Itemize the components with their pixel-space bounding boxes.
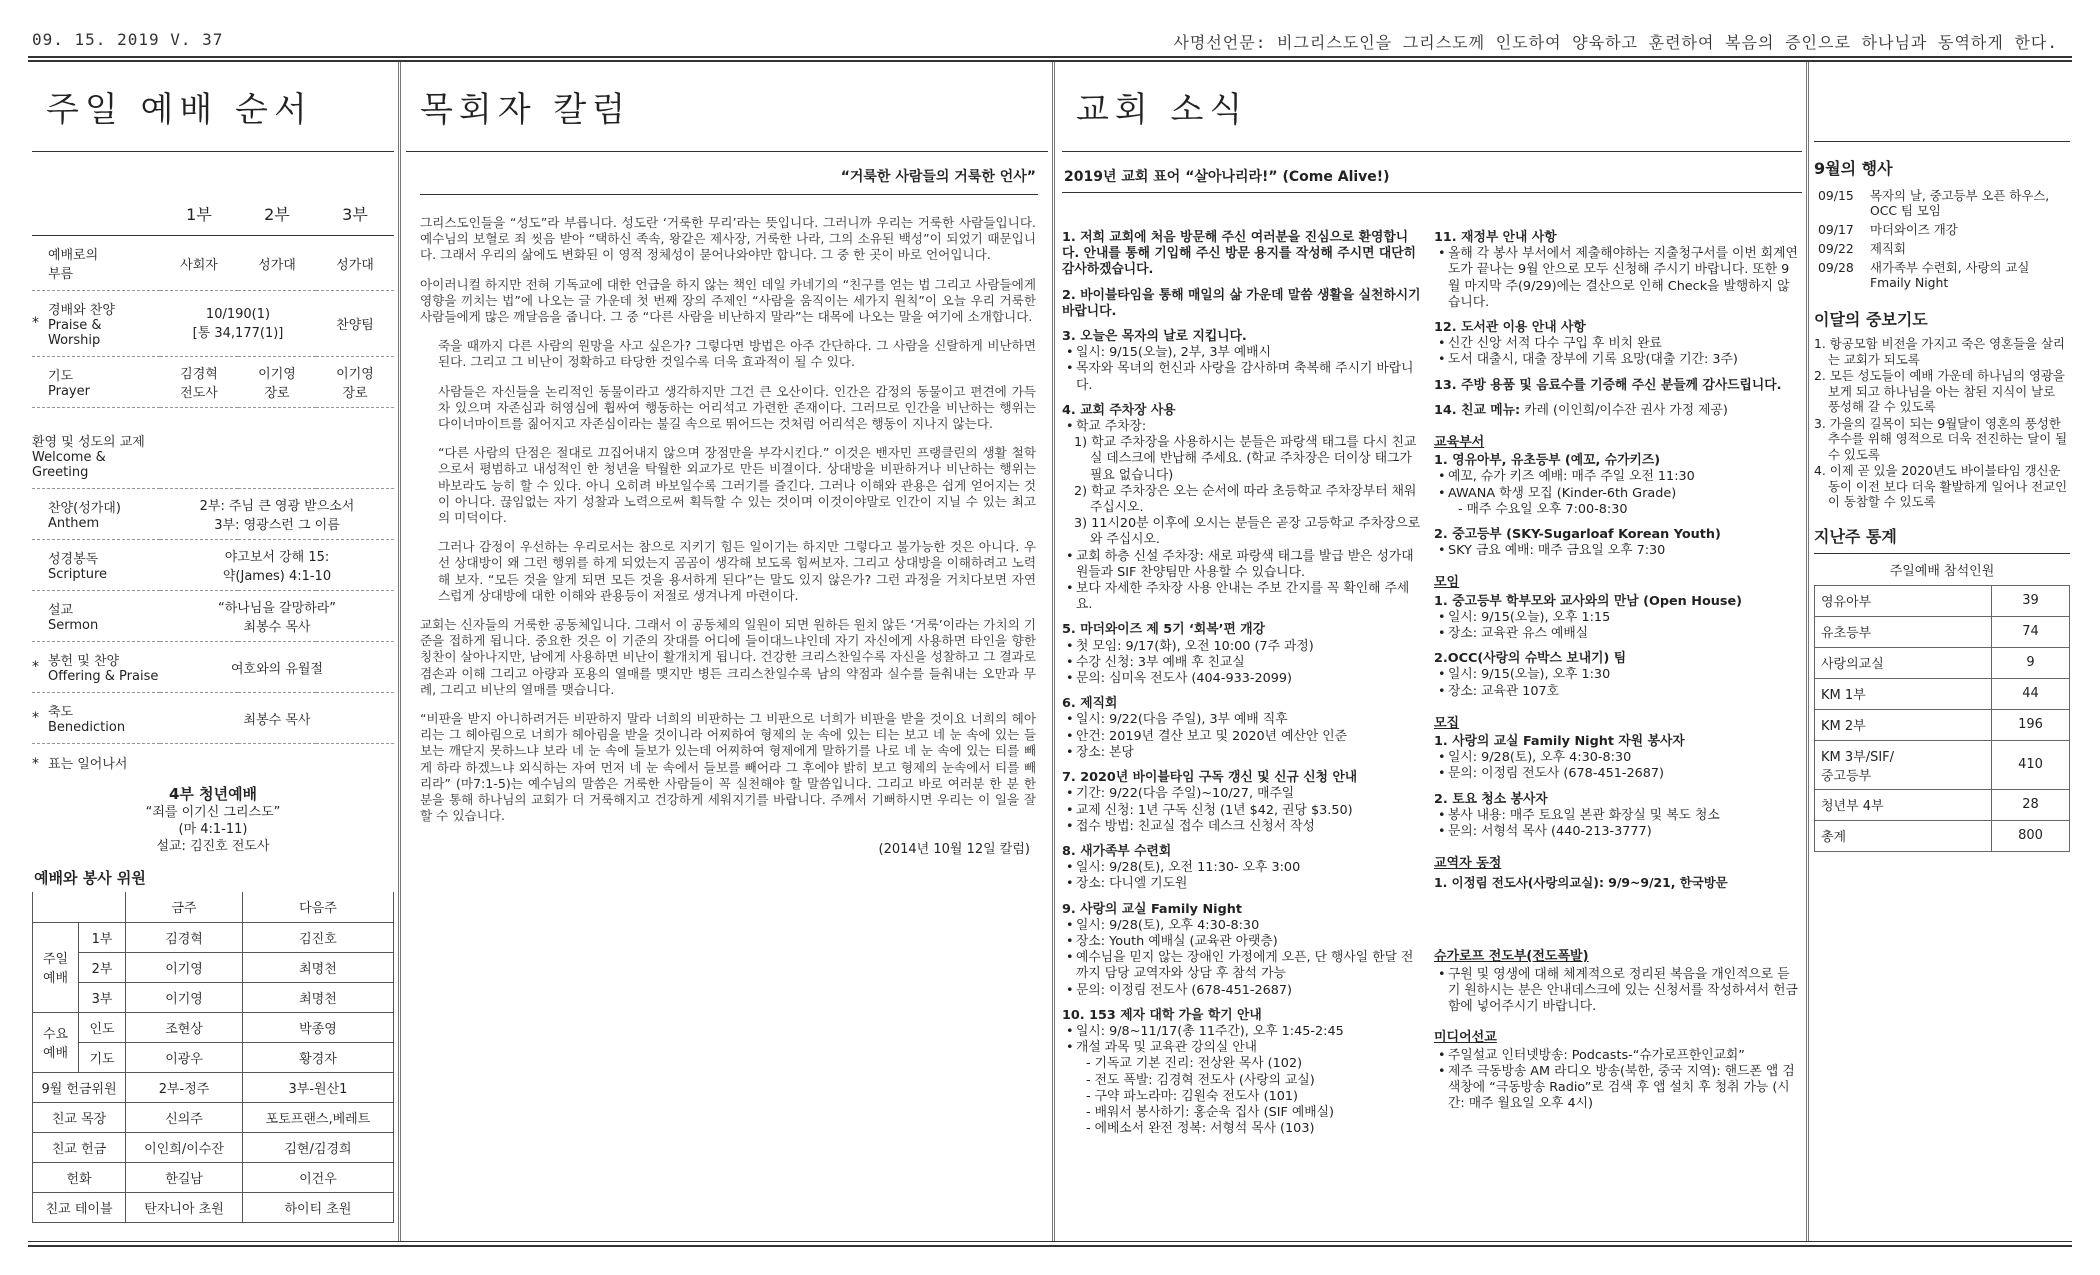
column-paragraph: 교회는 신자들의 거룩한 공동체입니다. 그래서 이 공동체의 일원이 되면 원하든 원치 않든 ‘거룩’이라는 가치의 기준을 접하게 됩니다. 중요한 것은 이 기준의 잣대를 어디에 들이대느냐인데 자기 자신에게 사용하면 타인을 향한 칭찬이 살아나지만, 남에게 사용하면 비난이 활개치게 됩니다. 건강한 크리스찬일수록 자신을 성찰하고 그 결과로 겸손과 이해 그리고 아량과 포용의 열매를 맺지만 병든 크리스찬일수록 남의 약점과 실수를 들춰내는 오만과 무례, 그리고 비난의 열매를 맺습니다. bbox=[420, 617, 1036, 697]
order-item-value: 성가대 bbox=[316, 236, 394, 291]
motto-rule bbox=[1062, 192, 1802, 193]
news-item-title: 4. 교회 주차장 사용 bbox=[1062, 402, 1176, 418]
stats-group: 영유아부 bbox=[1815, 585, 1992, 616]
youth-preacher: 설교: 김진호 전도사 bbox=[156, 839, 270, 854]
order-item-value: 최봉수 목사 bbox=[160, 693, 394, 744]
news-subitem: 2) 학교 주차장은 오는 순서에 따라 초등학교 주차장부터 채워 주십시오. bbox=[1074, 483, 1417, 516]
order-row bbox=[32, 591, 394, 642]
news-item-title: 12. 도서관 이용 안내 사항 bbox=[1434, 320, 1586, 336]
order-header-label bbox=[32, 192, 160, 236]
next-week-name: 최명천 bbox=[242, 952, 393, 982]
service-slot: 기도 bbox=[79, 1042, 126, 1072]
stats-row bbox=[1815, 740, 2070, 789]
this-week-name: 이기영 bbox=[126, 952, 243, 982]
prayer-item: 2. 모든 성도들이 예배 가운데 하나님의 영광을 보게 되고 하나님을 아는 참된 지식이 날로 풍성해 갈 수 있도록 bbox=[1814, 368, 2065, 414]
stats-row bbox=[1815, 789, 2070, 820]
order-item-empty bbox=[160, 408, 394, 489]
news-subitem: 3) 11시20분 이후에 오시는 분들은 곧장 고등학교 주차장으로 와 주십시오. bbox=[1074, 516, 1421, 548]
order-item-label bbox=[32, 357, 160, 408]
news-item-title: 3. 오늘은 목자의 날로 지킵니다. bbox=[1062, 329, 1247, 345]
next-week-name: 이건우 bbox=[242, 1162, 393, 1192]
stats-group: KM 2부 bbox=[1815, 709, 1992, 740]
news-bullet: • 올해 각 봉사 부서에서 제출해야하는 지출청구서를 이번 회계연도가 끝나는 9월 안으로 모두 신청해 주시기 바랍니다. 또한 9월 마지막 주(9/29)에는 결산으로 인해 Check을 발행하지 않습니다. bbox=[1434, 246, 1800, 311]
news-bullet: • 일시: 9/22(다음 주일), 3부 예배 직후 bbox=[1062, 712, 1424, 728]
news-bullet: • 보다 자세한 주차장 사용 안내는 주보 간지를 꼭 확인해 주세요. bbox=[1062, 581, 1424, 613]
next-week-name: 3부-원산1 bbox=[242, 1072, 393, 1102]
stats-count: 9 bbox=[1992, 647, 2070, 678]
order-item-text: 성경봉독 Scripture bbox=[48, 552, 108, 582]
order-item-value: 이기영 장로 bbox=[238, 357, 316, 408]
news-bullet: • 일시: 9/15(오늘), 오후 1:30 bbox=[1434, 667, 1800, 683]
service-slot: 2부 bbox=[79, 952, 126, 982]
service-slot: 1부 bbox=[79, 922, 126, 952]
column-date: (2014년 10월 12일 칼럼) bbox=[878, 841, 1030, 857]
service-group: 수요 예배 bbox=[33, 1012, 79, 1072]
duty-label: 친교 목장 bbox=[33, 1102, 126, 1132]
this-week-name: 김경혁 bbox=[126, 922, 243, 952]
volunteers-row bbox=[33, 922, 394, 952]
event-text: 목자의 날, 중고등부 오픈 하우스, OCC 팀 모임 bbox=[1870, 188, 2050, 218]
column-paragraph: 그리스도인들을 “성도”라 부릅니다. 성도란 ‘거룩한 무리’라는 뜻입니다. 그러니까 우리는 거룩한 사람들입니다. 예수님의 보혈로 죄 씻음 받아 “택하신 족속, 왕같은 제사장, 거룩한 나라, 그의 소유된 백성”이 되었기 때문입니다. 그래서 우리의 삶에도 변화된 이 영적 정체성이 묻어나와야만 합니다. 그 중 한 곳이 바로 언어입니다. bbox=[420, 215, 1036, 263]
order-item-label bbox=[32, 489, 160, 540]
title-rule bbox=[406, 151, 1048, 152]
news-item-title: 2. 중고등부 (SKY-Sugarloaf Korean Youth) bbox=[1434, 527, 1721, 543]
news-item-title: 1. 중고등부 학부모와 교사와의 만남 (Open House) bbox=[1434, 593, 1742, 609]
prayer-title: 이달의 중보기도 bbox=[1814, 310, 1928, 329]
volunteers-title: 예배와 봉사 위원 bbox=[34, 869, 146, 887]
order-item-label bbox=[32, 236, 160, 291]
staff-news: 1. 이정림 전도사(사랑의교실): 9/9~9/21, 한국방문 bbox=[1434, 874, 1728, 890]
news-item-title: 2. 토요 청소 봉사자 bbox=[1434, 791, 1548, 807]
stand-note: * 표는 일어나서 bbox=[32, 756, 128, 772]
news-bullet: • AWANA 학생 모집 (Kinder-6th Grade) bbox=[1434, 486, 1800, 502]
order-item-value: 이기영 장로 bbox=[316, 357, 394, 408]
issue-date: 09. 15. 2019 V. 37 bbox=[32, 30, 224, 49]
news-bullet: • 일시: 9/28(토), 오전 11:30- 오후 3:00 bbox=[1062, 860, 1424, 876]
news-bullet: • 교제 신청: 1년 구독 신청 (1년 $42, 권당 $3.50) bbox=[1062, 803, 1424, 819]
stats-row bbox=[1815, 616, 2070, 647]
this-week-name: 한길남 bbox=[126, 1162, 243, 1192]
order-item-label bbox=[32, 642, 160, 693]
news-dash-item: - 매주 수요일 오후 7:00-8:30 bbox=[1458, 501, 1628, 517]
worship-order-table bbox=[32, 192, 394, 744]
stats-row bbox=[1815, 709, 2070, 740]
news-item bbox=[1434, 378, 1800, 394]
news-item bbox=[1062, 696, 1424, 761]
news-section-title: 모임 bbox=[1434, 575, 1460, 591]
news-item bbox=[1062, 844, 1424, 893]
order-item-text: 봉헌 및 찬양 Offering & Praise bbox=[48, 654, 159, 684]
news-bullet: • 일시: 9/28(토), 오후 4:30-8:30 bbox=[1062, 918, 1424, 934]
prayer-item: 3. 가을의 길목이 되는 9월달이 영혼의 풍성한 추수를 위해 영적으로 더욱 전진하는 달이 될 수 있도록 bbox=[1814, 415, 2068, 462]
order-item-text: 경배와 찬양 Praise & Worship bbox=[48, 303, 115, 348]
column-paragraph: 사람들은 자신들을 논리적인 동물이라고 생각하지만 그건 큰 오산이다. 인간은 감정의 동물이고 편견에 가득 차 있으며 자존심과 허영심에 휩싸여 행동하는 어리석고 가련한 존재이다. 그러므로 인간을 비난하는 행위는 다이너마이트를 짊어지고 자존심이라는 불길 속으로 뛰어드는 것처럼 어리석은 행동이 지나지 않는다. bbox=[438, 383, 1036, 432]
news-left bbox=[1062, 230, 1424, 1146]
news-bullet: • 구원 및 영생에 대해 체계적으로 정리된 복음을 개인적으로 듣기 원하시는 분은 안내데스크에 있는 신청서를 작성하셔서 헌금함에 넣어주시기 바랍니다. bbox=[1434, 967, 1800, 1016]
order-item-value: 야고보서 강해 15: 약(James) 4:1-10 bbox=[160, 540, 394, 591]
news-bullet: • 일시: 9/15(오늘), 오후 1:15 bbox=[1434, 610, 1800, 626]
news-item-title: 2.OCC(사랑의 슈박스 보내기) 팀 bbox=[1434, 651, 1627, 667]
news-item bbox=[1434, 792, 1800, 841]
news-item bbox=[1062, 622, 1424, 687]
news-dash-item: - 구약 파노라마: 김원숙 전도사 (101) bbox=[1086, 1088, 1299, 1104]
volunteers-header bbox=[33, 892, 394, 922]
news-bullet: • 제주 극동방송 AM 라디오 방송(북한, 중국 지역): 핸드폰 앱 검색창에 “극동방송 Radio”로 검색 후 앱 설치 후 청취 가능 (시간: 매주 월요일 오후 4시) bbox=[1434, 1064, 1800, 1113]
news-bullet: • 기간: 9/22(다음 주일)~10/27, 매주일 bbox=[1062, 786, 1424, 802]
news-item-title bbox=[1434, 403, 1800, 419]
order-item-label bbox=[32, 540, 160, 591]
column-divider bbox=[1052, 62, 1056, 1241]
order-item-value: 10/190(1) [통 34,177(1)] bbox=[160, 291, 316, 357]
column-divider bbox=[398, 62, 402, 1241]
news-bullet: • 학교 주차장: bbox=[1062, 419, 1424, 435]
news-bullet: • 장소: 교육관 유스 예배실 bbox=[1434, 626, 1800, 642]
column-subtitle: “거룩한 사람들의 거룩한 언사” bbox=[840, 169, 1036, 185]
news-bullet: • 안건: 2019년 결산 보고 및 2020년 예산안 인준 bbox=[1062, 729, 1424, 745]
footer-rule bbox=[28, 1241, 2072, 1242]
news-subitem: 1) 학교 주차장을 사용하시는 분들은 파랑색 태그를 다시 친교실 데스크에 반납해 주세요. (학교 주차장은 더이상 태그가 필요 없습니다) bbox=[1074, 435, 1417, 483]
subtitle-rule bbox=[420, 194, 1038, 195]
next-week-name: 박종영 bbox=[242, 1012, 393, 1042]
volunteers-row bbox=[33, 1102, 394, 1132]
news-item bbox=[1434, 320, 1800, 369]
news-item bbox=[1434, 734, 1800, 783]
event-row bbox=[1816, 240, 2068, 257]
stand-mark: * bbox=[32, 658, 39, 675]
worship-title: 주일 예배 순서 bbox=[46, 90, 313, 130]
order-row bbox=[32, 642, 394, 693]
news-item bbox=[1434, 527, 1800, 559]
order-item-value: 성가대 bbox=[238, 236, 316, 291]
stats-count: 410 bbox=[1992, 740, 2070, 789]
news-item bbox=[1062, 329, 1424, 394]
news-bullet: • 문의: 심미옥 전도사 (404-933-2099) bbox=[1062, 671, 1424, 687]
news-dash-item: - 배워서 봉사하기: 홍순욱 집사 (SIF 예배실) bbox=[1086, 1104, 1335, 1120]
volunteers-table bbox=[32, 892, 394, 1223]
order-item-label bbox=[32, 693, 160, 744]
event-row bbox=[1816, 187, 2068, 219]
news-section-title: 교역자 동정 bbox=[1434, 856, 1502, 872]
column-divider bbox=[1806, 62, 1810, 1241]
stats-group: 유초등부 bbox=[1815, 616, 1992, 647]
sidebar-top-space bbox=[1814, 62, 2070, 141]
news-bullet: • 개설 과목 및 교육관 강의실 안내 bbox=[1062, 1040, 1424, 1056]
news-dash-item: - 기독교 기본 진리: 전상완 목사 (102) bbox=[1086, 1056, 1303, 1072]
service-column-header: 1부 bbox=[160, 192, 238, 236]
news-right bbox=[1434, 230, 1800, 1113]
youth-title: 4부 청년예배 bbox=[168, 785, 258, 803]
order-row bbox=[32, 693, 394, 744]
sidebar-column bbox=[1814, 62, 2070, 1235]
news-bullet: • 문의: 이정림 전도사 (678-451-2687) bbox=[1434, 766, 1800, 782]
this-week-name: 탄자니아 초원 bbox=[126, 1192, 243, 1222]
order-item-text: 설교 Sermon bbox=[48, 603, 99, 633]
volunteers-row bbox=[33, 1162, 394, 1192]
order-item-label bbox=[32, 591, 160, 642]
news-item-title: 7. 2020년 바이블타임 구독 갱신 및 신규 신청 안내 bbox=[1062, 770, 1358, 786]
volunteers-row bbox=[33, 1072, 394, 1102]
order-item-text: 예배로의 부름 bbox=[48, 248, 99, 282]
duty-label: 헌화 bbox=[33, 1162, 126, 1192]
news-item bbox=[1434, 594, 1800, 643]
mission-statement: 사명선언문: 비그리스도인을 그리스도께 인도하여 양육하고 훈련하여 복음의 증인으로 하나님과 동역하게 한다. bbox=[1173, 33, 2058, 52]
news-bullet: • 문의: 서형석 목사 (440-213-3777) bbox=[1434, 824, 1800, 840]
duty-label: 친교 헌금 bbox=[33, 1132, 126, 1162]
order-item-value: 여호와의 유월절 bbox=[160, 642, 394, 693]
event-row bbox=[1816, 259, 2068, 291]
news-item bbox=[1062, 770, 1424, 835]
prayer-item: 1. 항공모함 비전을 가지고 죽은 영혼들을 살리는 교회가 되도록 bbox=[1814, 336, 2065, 367]
stats-row bbox=[1815, 647, 2070, 678]
column-paragraph: “다른 사람의 단점은 절대로 끄집어내지 않으며 장점만을 부각시킨다.” 이것은 밴자민 프랭클린의 생활 철학으로서 평범하고 내성적인 한 청년을 탁월한 외교가로 만든 비결이다. 상대방을 비판하거나 비난하는 행위는 바보라도 능히 할 수 있다. 아니 오히려 바보일수록 그러기를 즐긴다. 그러나 이해와 관용은 쉽게 얻어지는 것이 아니다. 끊임없는 자기 성찰과 노력으로써 획득할 수 있는 것이며 이것이야말로 인간이 지닐 수 있는 최고의 미덕이다. bbox=[438, 445, 1036, 526]
stats-count: 196 bbox=[1992, 709, 2070, 740]
news-item bbox=[1062, 902, 1424, 999]
column-paragraph: 그러나 감정이 우선하는 우리로서는 참으로 지키기 힘든 일이기는 하지만 그렇다고 불가능한 것은 아니다. 우선 상대방이 왜 그런 행위를 하게 되었는지 곰곰이 생각해 보도록 힘써보자. 그리고 상대방을 이해하려고 노력해 보자. “모든 것을 알게 되면 모든 것을 용서하게 된다”는 말도 있지 않은가? 그런 과정을 거치다보면 자연스럽게 상대방에 대한 이해와 관용등이 저절로 생겨나게 마련이다. bbox=[438, 539, 1036, 603]
news-item bbox=[1062, 403, 1424, 614]
worship-column bbox=[32, 62, 394, 1235]
column-title: 목회자 칼럼 bbox=[420, 90, 632, 130]
order-item-value: 찬양팀 bbox=[316, 291, 394, 357]
news-item-title: 1. 저희 교회에 처음 방문해 주신 여러분을 진심으로 환영합니다. 안내를 통해 기입해 주신 방문 용지를 작성해 주시면 대단히 감사하겠습니다. bbox=[1062, 230, 1417, 278]
sidebar-rule bbox=[1814, 141, 2070, 142]
stats-count: 800 bbox=[1992, 820, 2070, 851]
column-paragraph: “비판을 받지 아니하려거든 비판하지 말라 너희의 비판하는 그 비판으로 너희가 비판을 받을 것이요 너희의 헤아리는 그 헤아림으로 너희가 헤아림을 받을 것이니라 어찌하여 형제의 눈 속에 있는 티는 보고 네 눈 속에 있는 들보는 깨닫지 못하느냐 보라 네 눈 속에 들보가 있는데 어찌하여 형제에게 말하기를 나로 네 눈 속에 있는 티를 빼게 하라 하겠느냐 외식하는 자여 먼저 네 눈 속에서 들보를 빼어라 그 후에야 밝히 보고 형제의 눈속에서 티를 빼리라” (마7:1-5)는 예수님의 말씀은 거룩한 사람들이 꼭 실천해야 할 말씀입니다. 그리고 바로 여러분 한 분 한 분을 통해 하나님의 교회가 더 거룩해지고 건강하게 세워지기를 바랍니다. 주께서 기뻐하시면 우리는 이 일을 잘 할 수 있습니다. bbox=[420, 711, 1036, 824]
news-bullet: • 목자와 목녀의 헌신과 사랑을 감사하며 축복해 주시기 바랍니다. bbox=[1062, 361, 1424, 393]
stats-group: 사랑의교실 bbox=[1815, 647, 1992, 678]
stats-row bbox=[1815, 585, 2070, 616]
news-item bbox=[1062, 230, 1424, 279]
next-week-name: 하이티 초원 bbox=[242, 1192, 393, 1222]
volunteers-row bbox=[33, 952, 394, 982]
news-bullet: • 봉사 내용: 매주 토요일 본관 화장실 및 복도 청소 bbox=[1434, 808, 1800, 824]
news-section-title: 교육부서 bbox=[1434, 435, 1485, 451]
event-text: 새가족부 수련회, 사랑의 교실 Fmaily Night bbox=[1870, 260, 2030, 290]
news-item-title: 9. 사랑의 교실 Family Night bbox=[1062, 901, 1242, 917]
stats-title: 지난주 통계 bbox=[1814, 526, 1897, 546]
news-dash-item: - 전도 폭발: 김경혁 전도사 (사랑의 교실) bbox=[1086, 1072, 1315, 1088]
volunteers-row bbox=[33, 1132, 394, 1162]
news-section-title: 슈가로프 전도부(전도폭발) bbox=[1434, 948, 1589, 964]
stats-header: 주일예배 참석인원 bbox=[1889, 563, 1995, 579]
page-header bbox=[28, 24, 2072, 56]
news-item-title: 11. 재정부 안내 사항 bbox=[1434, 230, 1557, 245]
stats-group: 청년부 4부 bbox=[1815, 789, 1992, 820]
this-week-name: 이인희/이수잔 bbox=[126, 1132, 243, 1162]
this-week-name: 신의주 bbox=[126, 1102, 243, 1132]
service-group: 주일 예배 bbox=[33, 922, 79, 1012]
news-bullet: • 도서 대출시, 대출 장부에 기록 요망(대출 기간: 3주) bbox=[1434, 352, 1800, 368]
pastor-column bbox=[406, 62, 1048, 1235]
news-bullet: • 일시: 9/8~11/17(총 11주간), 오후 1:45-2:45 bbox=[1062, 1024, 1424, 1040]
news-item bbox=[1434, 453, 1800, 518]
stats-group: 총계 bbox=[1815, 820, 1992, 851]
news-item bbox=[1062, 1008, 1424, 1138]
volunteers-week-header: 다음주 bbox=[242, 892, 393, 922]
this-week-name: 이기영 bbox=[126, 982, 243, 1012]
volunteers-week-header: 금주 bbox=[126, 892, 243, 922]
stats-count: 44 bbox=[1992, 678, 2070, 709]
events-table bbox=[1814, 185, 2070, 293]
title-rule bbox=[32, 151, 394, 152]
news-item-title-text: 14. 친교 메뉴: bbox=[1434, 402, 1521, 418]
news-item-title: 8. 새가족부 수련회 bbox=[1062, 843, 1172, 859]
event-date: 09/17 bbox=[1818, 222, 1854, 237]
news-bullet: • 예꼬, 슈가 키즈 예배: 매주 주일 오전 11:30 bbox=[1434, 469, 1800, 485]
youth-sermon: “죄를 이기신 그리스도” bbox=[145, 805, 281, 820]
news-bullet: • 장소: 본당 bbox=[1062, 745, 1424, 761]
title-rule bbox=[1062, 151, 1802, 152]
volunteers-header-blank bbox=[33, 892, 126, 922]
duty-label: 9월 헌금위원 bbox=[33, 1072, 126, 1102]
stats-rule bbox=[1814, 553, 2070, 554]
event-date: 09/22 bbox=[1818, 241, 1854, 256]
next-week-name: 황경자 bbox=[242, 1042, 393, 1072]
stand-mark: * bbox=[32, 709, 39, 726]
order-item-value: “하나님을 갈망하라” 최봉수 목사 bbox=[160, 591, 394, 642]
news-bullet: • 첫 모임: 9/17(화), 오전 10:00 (7주 과정) bbox=[1062, 639, 1424, 655]
duty-label: 친교 테이블 bbox=[33, 1192, 126, 1222]
stand-mark: * bbox=[32, 315, 39, 331]
this-week-name: 조현상 bbox=[126, 1012, 243, 1042]
news-item-title: 6. 제직회 bbox=[1062, 696, 1118, 712]
header-rule bbox=[28, 56, 2072, 58]
order-item-value: 사회자 bbox=[160, 236, 238, 291]
news-bullet: • 수강 신청: 3부 예배 후 친교실 bbox=[1062, 655, 1424, 671]
news-bullet: • 문의: 이정림 전도사 (678-451-2687) bbox=[1062, 983, 1424, 999]
news-section-title: 미디어선교 bbox=[1434, 1029, 1497, 1045]
order-item-label bbox=[32, 291, 160, 357]
next-week-name: 김진호 bbox=[242, 922, 393, 952]
event-text: 제직회 bbox=[1870, 241, 1906, 256]
service-column-header: 2부 bbox=[238, 192, 316, 236]
volunteers-row bbox=[33, 1192, 394, 1222]
event-text: 마더와이즈 개강 bbox=[1870, 222, 1958, 237]
news-item bbox=[1434, 230, 1800, 311]
order-item-value: 2부: 주님 큰 영광 받으소서 3부: 영광스런 그 이름 bbox=[160, 489, 394, 540]
order-header bbox=[32, 192, 394, 236]
news-dash-item: - 에베소서 완전 정복: 서형석 목사 (103) bbox=[1086, 1121, 1315, 1137]
event-date: 09/28 bbox=[1818, 260, 1854, 275]
column-body bbox=[406, 215, 1048, 825]
footer-rule-2 bbox=[28, 1245, 2072, 1247]
youth-service bbox=[32, 783, 394, 855]
stats-row bbox=[1815, 678, 2070, 709]
next-week-name: 김현/김경희 bbox=[242, 1132, 393, 1162]
order-row bbox=[32, 408, 394, 489]
stats-count: 39 bbox=[1992, 585, 2070, 616]
news-item bbox=[1434, 651, 1800, 700]
order-row bbox=[32, 291, 394, 357]
prayer-item: 4. 이제 곧 있을 2020년도 바이블타임 갱신운동이 이전 보다 더욱 활발하게 일어나 전교인이 동참할 수 있도록 bbox=[1814, 463, 2068, 509]
news-bullet: • 장소: 다니엘 기도원 bbox=[1062, 876, 1424, 892]
volunteers-row bbox=[33, 1012, 394, 1042]
column-paragraph: 죽을 때까지 다른 사람의 원망을 사고 싶은가? 그렇다면 방법은 아주 간단하다. 그 사람을 신랄하게 비난하면 된다. 그리고 그 비난이 정확하고 타당한 것일수록 더욱 효과적이 될 수 있다. bbox=[438, 338, 1036, 370]
column-paragraph: 아이러니컬 하지만 전혀 기독교에 대한 언급을 하지 않는 책인 데일 카네기의 “친구를 얻는 법 그리고 사람들에게 영향을 끼치는 법”에 나오는 글 가운데 첫 번째 장의 주제인 “사람을 움직이는 세가지 원칙”이 오늘 우리 거룩한 사람들에게 많은 깨달음을 줍니다. 그 중 “다른 사람을 비난하지 말라”는 대목에 나오는 말을 여기에 소개합니다. bbox=[420, 276, 1036, 325]
news-bullet: • 신간 신앙 서적 다수 구입 후 비치 완료 bbox=[1434, 336, 1800, 352]
next-week-name: 최명천 bbox=[242, 982, 393, 1012]
news-item-title: 5. 마더와이즈 제 5기 ‘회복’편 개강 bbox=[1062, 622, 1266, 638]
church-motto: 2019년 교회 표어 “살아나리라!” (Come Alive!) bbox=[1064, 169, 1390, 185]
news-bullet: • 교회 하층 신설 주차장: 새로 파랑색 태그를 발급 받은 성가대원들과 SIF 찬양팀만 사용할 수 있습니다. bbox=[1062, 549, 1424, 581]
news-item bbox=[1062, 288, 1424, 320]
service-slot: 3부 bbox=[79, 982, 126, 1012]
event-date: 09/15 bbox=[1818, 188, 1854, 203]
news-item bbox=[1434, 403, 1800, 419]
order-item-value: 김경혁 전도사 bbox=[160, 357, 238, 408]
stats-count: 74 bbox=[1992, 616, 2070, 647]
next-week-name: 포토프랜스,베레트 bbox=[242, 1102, 393, 1132]
news-bullet: • 일시: 9/28(토), 오후 4:30-8:30 bbox=[1434, 750, 1800, 766]
event-row bbox=[1816, 221, 2068, 238]
news-bullet: • 주일설교 인터넷방송: Podcasts-“슈가로프한인교회” bbox=[1434, 1048, 1800, 1064]
order-item-text: 환영 및 성도의 교제 Welcome & Greeting bbox=[32, 435, 145, 480]
order-row bbox=[32, 489, 394, 540]
news-item-title: 2. 바이블타임을 통해 매일의 삶 가운데 말씀 생활을 실천하시기 바랍니다. bbox=[1062, 287, 1421, 319]
prayer-list bbox=[1814, 336, 2070, 510]
news-bullet: • SKY 금요 예배: 매주 금요일 오후 7:30 bbox=[1434, 543, 1800, 559]
events-title: 9월의 행사 bbox=[1814, 159, 1893, 178]
order-row bbox=[32, 540, 394, 591]
volunteers-row bbox=[33, 982, 394, 1012]
news-section-title: 모집 bbox=[1434, 715, 1460, 731]
news-column bbox=[1062, 62, 1802, 1235]
order-item-text: 축도 Benediction bbox=[48, 705, 126, 735]
stats-table bbox=[1814, 585, 2070, 852]
stats-group: KM 1부 bbox=[1815, 678, 1992, 709]
news-item-title: 1. 영유아부, 유초등부 (예꼬, 슈가키즈) bbox=[1434, 453, 1661, 469]
news-item-title: 13. 주방 용품 및 음료수를 기증해 주신 분들께 감사드립니다. bbox=[1434, 377, 1782, 393]
news-bullet: • 접수 방법: 친교실 접수 데스크 신청서 작성 bbox=[1062, 819, 1424, 835]
news-bullet: • 일시: 9/15(오늘), 2부, 3부 예배시 bbox=[1062, 345, 1424, 361]
order-item-label bbox=[32, 408, 160, 489]
stats-group: KM 3부/SIF/ 중고등부 bbox=[1815, 740, 1992, 789]
news-item-title: 1. 사랑의 교실 Family Night 자원 봉사자 bbox=[1434, 734, 1685, 750]
service-column-header: 3부 bbox=[316, 192, 394, 236]
order-item-text: 찬양(성가대) Anthem bbox=[48, 501, 121, 531]
order-row bbox=[32, 357, 394, 408]
news-bullet: • 장소: Youth 예배실 (교육관 아랫층) bbox=[1062, 934, 1424, 950]
stats-count: 28 bbox=[1992, 789, 2070, 820]
this-week-name: 2부-정주 bbox=[126, 1072, 243, 1102]
stats-row bbox=[1815, 820, 2070, 851]
this-week-name: 이광우 bbox=[126, 1042, 243, 1072]
news-bullet: • 장소: 교육관 107호 bbox=[1434, 684, 1800, 700]
volunteers-row bbox=[33, 1042, 394, 1072]
order-row bbox=[32, 236, 394, 291]
news-bullet: • 예수님을 믿지 않는 장애인 가정에게 오픈, 단 행사일 한달 전까지 담당 교역자와 상담 후 참석 가능 bbox=[1062, 950, 1424, 982]
news-item-note: 카레 (이인희/이수잔 권사 가정 제공) bbox=[1520, 402, 1728, 418]
news-title: 교회 소식 bbox=[1076, 90, 1249, 130]
youth-ref: (마 4:1-11) bbox=[178, 822, 248, 837]
service-slot: 인도 bbox=[79, 1012, 126, 1042]
order-item-text: 기도 Prayer bbox=[48, 369, 90, 399]
news-item-title: 10. 153 제자 대학 가을 학기 안내 bbox=[1062, 1007, 1262, 1023]
